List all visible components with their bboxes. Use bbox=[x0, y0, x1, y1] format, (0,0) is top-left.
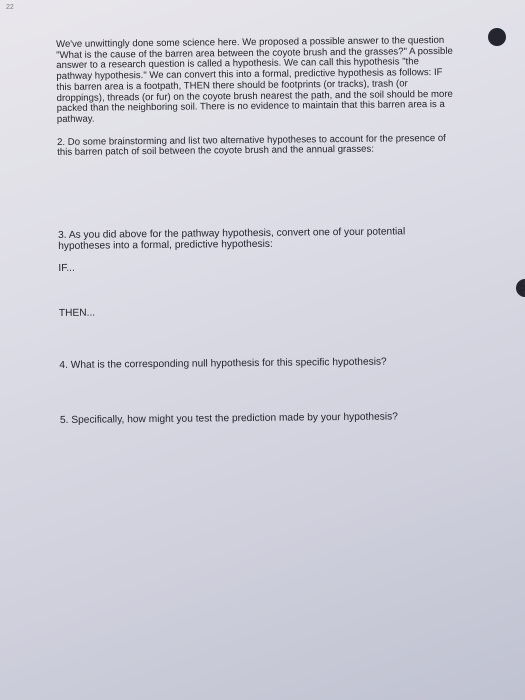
question-2: 2. Do some brainstorming and list two alternative hypotheses to account for the presence of this barren patch of soil between the coyote brush and the annual grasses: bbox=[57, 132, 446, 159]
question-3: 3. As you did above for the pathway hypothesis, convert one of your potential hypotheses into a formal, predictive hypothesis: bbox=[57, 226, 406, 253]
worksheet-content bbox=[56, 36, 460, 427]
page-number: 22 bbox=[6, 4, 14, 11]
question-5: 5. Specifically, how might you test the prediction made by your hypothesis? bbox=[59, 411, 398, 427]
then-label: THEN... bbox=[58, 307, 96, 320]
if-label: IF... bbox=[58, 262, 75, 274]
intro-paragraph: We've unwittingly done some science here. We proposed a possible answer to the question "What is the cause of the barren area between the coyote brush and the grasses?" A possible answer to a research question is called a hypothesis. We can call this hypothesis "the pathway hypothesis." We can convert this into a formal, predictive hypothesis as follows: IF this barren area is a footpath, THEN there should be footprints (or tracks), trash (or droppings), threads (or fur) on the coyote brush nearest the path, and the soil should be more packed than the neighboring soil. There is no evidence to maintain that this barren area is a pathway. bbox=[55, 34, 453, 125]
binder-hole-top bbox=[488, 28, 506, 46]
binder-hole-middle bbox=[516, 279, 525, 297]
question-4: 4. What is the corresponding null hypothesis for this specific hypothesis? bbox=[59, 356, 387, 371]
